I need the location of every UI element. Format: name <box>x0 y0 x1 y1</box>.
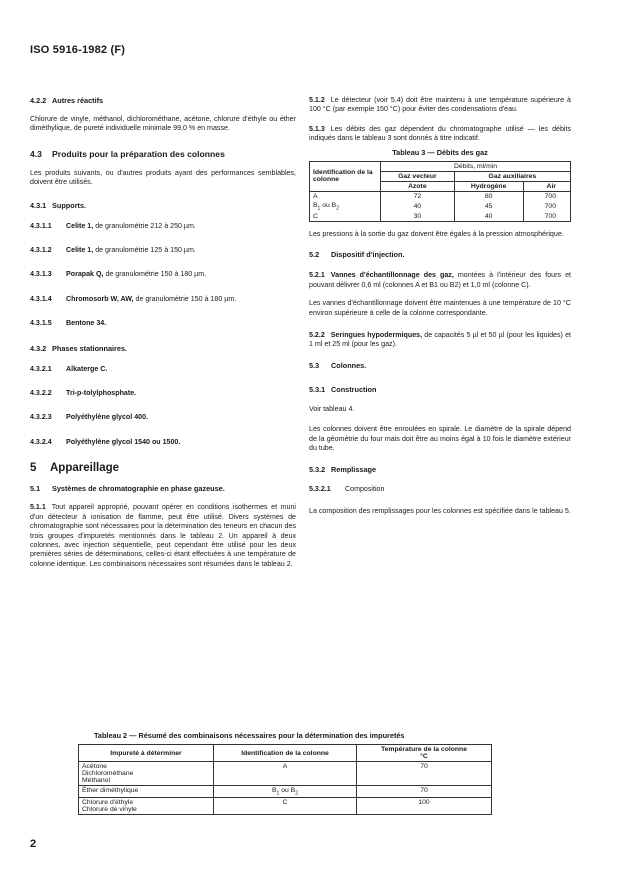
voir-tableau-4: Voir tableau 4. <box>309 404 355 413</box>
table-3-cell-azote: 40 <box>381 201 455 212</box>
table-3-header-azote: Azote <box>381 181 455 191</box>
table-3-cell-air: 700 <box>523 212 571 222</box>
page-number: 2 <box>30 838 37 850</box>
list-item: 4.3.1.5 Bentone 34. <box>30 319 107 328</box>
table-3-header-aux: Gaz auxiliaires <box>454 171 570 181</box>
list-item: 4.3.1.4 Chromosorb W, AW, de granulométrie 150 à 180 µm. <box>30 294 237 303</box>
composition-text: La composition des remplissages pour les colonnes est spécifiée dans le tableau 5. <box>309 506 571 515</box>
section-5-2-1-text: 5.2.1 Vannes d'échantillonnage des gaz, montées à l'intérieur des fours et pouvant délivrer 0,6 ml (colonnes A et B1 ou B2) et 1,0 ml (colonne C). <box>309 271 571 289</box>
table-2-cell-col: $B_1$ ou $B_2$ <box>214 786 357 798</box>
table-3-cell-hydrogene: 40 <box>454 212 523 222</box>
section-5-1-3-text: 5.1.3 Les débits des gaz dépendent du chromatographe utilisé — les débits indiqués dans le tableau 3 sont donnés à titre indicatif. <box>309 124 571 143</box>
table-3-header-ident: Identification de la colonne <box>310 161 381 191</box>
list-item: 4.3.2.4 Polyéthylène glycol 1540 ou 1500. <box>30 437 181 446</box>
supports-list <box>30 222 296 329</box>
table-row <box>79 762 492 786</box>
section-5-2-heading: 5.2 Dispositif d'injection. <box>309 250 405 260</box>
spirale-text: Les colonnes doivent être enroulées en spirale. Le diamètre de la spirale dépend de la géométrie du four mais doit être au moins égal à 10 fois le diamètre extérieur du tube. <box>309 425 571 453</box>
stationary-phases-list <box>30 365 296 448</box>
section-4-3-heading: 4.3 Produits pour la préparation des colonnes <box>30 148 225 159</box>
section-5-1-2-text: 5.1.2 Le détecteur (voir 5.4) doit être maintenu à une température supérieure à 100 °C (par exemple 150 °C) pour éviter des condensations d'eau. <box>309 96 571 114</box>
table-3-header-vecteur: Gaz vecteur <box>381 171 455 181</box>
list-item: 4.3.2.1 Alkaterge C. <box>30 364 108 373</box>
section-4-2-2-text: Chlorure de vinyle, méthanol, dichlorométhane, acétone, chlorure d'éthyle ou éther diméthylique, de pureté individuelle minimale 99,0 % en masse. <box>30 115 296 133</box>
table-3-header-hydrogene: Hydrogène <box>454 181 523 191</box>
table-2-cell-col: A <box>214 762 357 786</box>
section-4-3-1-heading: 4.3.1 Supports. <box>30 200 87 210</box>
table-row <box>310 201 571 212</box>
table-2 <box>78 744 492 815</box>
pressions-text: Les pressions à la sortie du gaz doivent être égales à la pression atmosphérique. <box>309 229 564 238</box>
table-2-cell-temp: 100 <box>357 798 492 815</box>
table-2-header-impurete: Impureté à déterminer <box>79 745 214 762</box>
list-item: 4.3.1.3 Porapak Q, de granulométrie 150 à 180 µm. <box>30 270 207 279</box>
section-4-3-text: Les produits suivants, ou d'autres produits ayant des performances semblables, doivent être utilisés. <box>30 168 296 187</box>
section-5-heading: 5 Appareillage <box>30 462 120 475</box>
table-3-header-air: Air <box>523 181 571 191</box>
table-3-cell-air: 700 <box>523 191 571 201</box>
table-3-title: Tableau 3 — Débits des gaz <box>392 147 488 157</box>
list-item: 4.3.2.3 Polyéthylène glycol 400. <box>30 413 149 422</box>
table-2-title: Tableau 2 — Résumé des combinaisons nécessaires pour la détermination des impuretés <box>94 731 405 740</box>
section-5-2-2-text: 5.2.2 Seringues hypodermiques, de capacités 5 µl et 50 µl (pour les liquides) et 1 ml et 25 ml (pour les gaz). <box>309 331 571 349</box>
table-3-cell-col: A <box>310 191 381 201</box>
section-5-3-1-heading: 5.3.1 Construction <box>309 384 377 394</box>
table-2-cell-col: C <box>214 798 357 815</box>
section-4-3-2-heading: 4.3.2 Phases stationnaires. <box>30 343 128 353</box>
right-column <box>309 96 571 516</box>
section-5-3-2-heading: 5.3.2 Remplissage <box>309 465 377 475</box>
table-3-cell-col: $B_1$ ou $B_2$ <box>310 201 381 212</box>
section-5-3-2-1-heading: 5.3.2.1 Composition <box>309 485 385 494</box>
table-2-cell-impurete: Éther diméthylique <box>79 786 214 798</box>
table-2-cell-temp: 70 <box>357 762 492 786</box>
list-item: 4.3.2.2 Tri-p-tolylphosphate. <box>30 389 137 398</box>
list-item: 4.3.1.2 Celite 1, de granulométrie 125 à 150 µm. <box>30 246 196 255</box>
table-2-cell-impurete: Acétone Dichlorométhane Méthanol <box>79 762 214 786</box>
vannes-text: Les vannes d'échantillonnage doivent être maintenues à une température de 10 °C environ supérieure à celle de la colonne correspondante. <box>309 299 571 317</box>
table-2-header-ident: Identification de la colonne <box>214 745 357 762</box>
table-row <box>79 786 492 798</box>
table-3-header-debits: Débits, ml/min <box>381 161 571 171</box>
section-5-1-heading: 5.1 Systèmes de chromatographie en phase gazeuse. <box>30 484 225 494</box>
table-row <box>310 191 571 201</box>
table-3-cell-hydrogene: 80 <box>454 191 523 201</box>
left-column <box>30 96 296 569</box>
table-3-cell-air: 700 <box>523 201 571 212</box>
table-3-cell-azote: 30 <box>381 212 455 222</box>
table-row <box>310 212 571 222</box>
table-3-cell-azote: 72 <box>381 191 455 201</box>
list-item: 4.3.1.1 Celite 1, de granulométrie 212 à 250 µm. <box>30 221 196 230</box>
section-5-1-1-text: 5.1.1 Tout appareil approprié, pouvant opérer en conditions isothermes et muni d'un détecteur à ionisation de flamme, peut être utilisé. Divers systèmes de chromatographie sont nécessaires pour la détermination des teneurs en chacun des trois groupes d'impuretés mentionnés dans le tableau 2. Un appareil à deux colonnes, avec injection séquentielle, peut cependant être utilisé pour les deux premières séries de déterminations, celles-ci étant effectuées à une température de colonne identique. Les combinaisons nécessaires sont résumées dans le tableau 2. <box>30 503 296 568</box>
document-header: ISO 5916-1982 (F) <box>30 44 126 56</box>
table-3 <box>309 161 571 222</box>
section-5-3-heading: 5.3 Colonnes. <box>309 360 367 370</box>
table-2-cell-impurete: Chlorure d'éthyle Chlorure de vinyle <box>79 798 214 815</box>
table-2-cell-temp: 70 <box>357 786 492 798</box>
table-3-cell-hydrogene: 45 <box>454 201 523 212</box>
table-2-header-temp: Température de la colonne °C <box>357 745 492 762</box>
table-3-cell-col: C <box>310 212 381 222</box>
section-4-2-2-heading: 4.2.2 Autres réactifs <box>30 96 104 105</box>
table-row <box>79 798 492 815</box>
